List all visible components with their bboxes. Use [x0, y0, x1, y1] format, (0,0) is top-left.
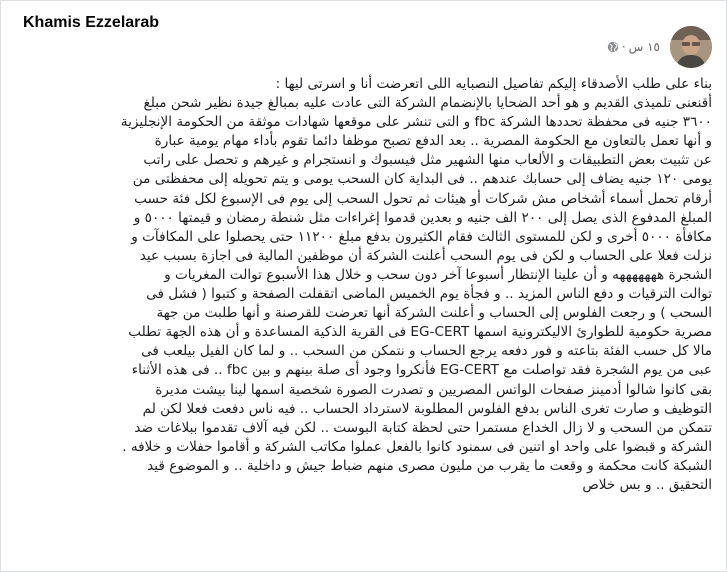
- post-text-line: مكافأة ٥٠٠٠ أخرى و لكن للمستوى الثالث فقام الكثيرون بدفع مبلغ ١١٢٠٠ حتى يحصلوا على المكافآت و: [131, 228, 712, 245]
- post-text-line: بناء على طلب الأصدقاء إليكم تفاصيل النصبايه اللى اتعرضت أنا و اسرتى ليها :: [275, 76, 712, 92]
- post-text-line: يومى ١٢٠ جنيه يضاف إلى حسابك عندهم .. فى البداية كان السحب يومى و يتم تحويله إلى محفظتى من: [132, 171, 712, 188]
- post-text-line: الشبكة كانت محكمة و وقعت ما يقرب من مليون مصرى منهم ضباط جيش و داخلية .. و الموضوع قيد: [147, 457, 712, 474]
- post-text-line: بقى كانوا شالوا أدمينز صفحات الواتس المصريين و تصدرت الصورة شخصية اسمها لينا بيشت مديرة: [155, 381, 712, 398]
- globe-icon: [607, 41, 619, 53]
- post-text-line: أقنعنى تلميذى القديم و هو أحد الضحايا بالإنضمام الشركة التى عادت عليه بمبالغ جيدة نظير شحن مبلغ: [143, 95, 712, 112]
- post-text-line: توالت الترقيات و دفع الناس المزيد .. و فجأة يوم الخميس الماضى اتقفلت الصفحة و كتبوا ( فشل فى: [146, 286, 712, 303]
- post-text-line: الشجرة هههههههه و أن علينا الإنتظار أسبوعا آخر دون سحب و خلال هذا الأسبوع توالت المغريات و: [164, 266, 712, 283]
- post-text-line: التوظيف و صارت تغرى الناس بدفع الفلوس المطلوبة لاسترداد الحساب .. فيه ناس دفعت فعلا لكن لم: [142, 400, 712, 417]
- post-text-line: المبلغ المدفوع الذى يصل إلى ٢٠٠ الف جنيه و بعدين قدموا إغراءات مثل شنطة رمضان و قيمتها ٥٠٠٠ و: [133, 209, 712, 226]
- post-timestamp[interactable]: ١٥ س: [628, 40, 660, 54]
- post-text-line: الشركة و قبضوا على واحد او اتنين فى سمنود كانوا بالفعل عملوا مكاتب الشركة و أقاموا حفلات و خلافه .: [122, 438, 712, 455]
- post-meta: [607, 40, 660, 54]
- avatar-image: [670, 26, 712, 68]
- post-text-line: السحب ) و رجعت الفلوس إلى الحساب و أعلنت الشركة أنها تعرضت للقرصنة و أنها طلبت من جهة: [156, 305, 712, 322]
- post-text-line: نزلت فعلا على الحساب و لكن فى يوم السحب أعلنت الشركة أن موظفين المالية فى اجازة بسبب عيد: [139, 247, 712, 264]
- post-text-line: التحقيق .. و بس خلاص: [582, 476, 712, 493]
- post-text-line: ٣٦٠٠ جنيه فى محفظة تحددها الشركة fbc و التى تنشر على موقعها شهادات موثقة من الحكومة الإنجليزية: [120, 114, 712, 131]
- post-text-line: و أنها تعمل بالتعاون مع الحكومة المصرية .. بعد الدفع تصبح موظفا دائما تقوم بأداء مهام يومية عبارة: [154, 133, 712, 150]
- post-text: [15, 75, 712, 495]
- post-text-line: عبى من يوم الشجرة فقد تواصلت مع EG-CERT فأنكروا وجود أى صلة بينهم و بين fbc .. فى هذه الأثناء: [131, 362, 712, 379]
- avatar[interactable]: [670, 26, 712, 68]
- post-text-line: مالا كل حسب الفئة بتاعته و فور دفعه يرجع الحساب و نتمكن من السحب .. و لما كان الفيل بيلعب فى: [141, 343, 712, 360]
- post-text-line: مصرية حكومية للطوارئ الاليكترونية اسمها EG-CERT فى القرية الذكية المساعدة و أن هذه الجهة تطلب: [128, 324, 712, 341]
- meta-separator: ·: [621, 40, 626, 54]
- post-header-meta: [607, 25, 712, 69]
- post-text-line: تتمكن من السحب و لا زال الخداع مستمرا حتى لحظة كتابة البوست .. لكن فيه آلاف تقدموا ببلاغات ضد: [134, 419, 712, 436]
- post-text-line: أرقام تحمل أسماء أشخاص مش شركات أو هيئات ثم تحول السحب إلى يوم فى الإسبوع لكل فئة حسب: [134, 190, 712, 207]
- author-name[interactable]: Khamis Ezzelarab: [23, 14, 160, 31]
- post-text-line: عن تثبيت بعض التطبيقات و الألعاب منها الشهير مثل فيسبوك و انستجرام و غيرهم و تحصل على راتب: [143, 152, 712, 169]
